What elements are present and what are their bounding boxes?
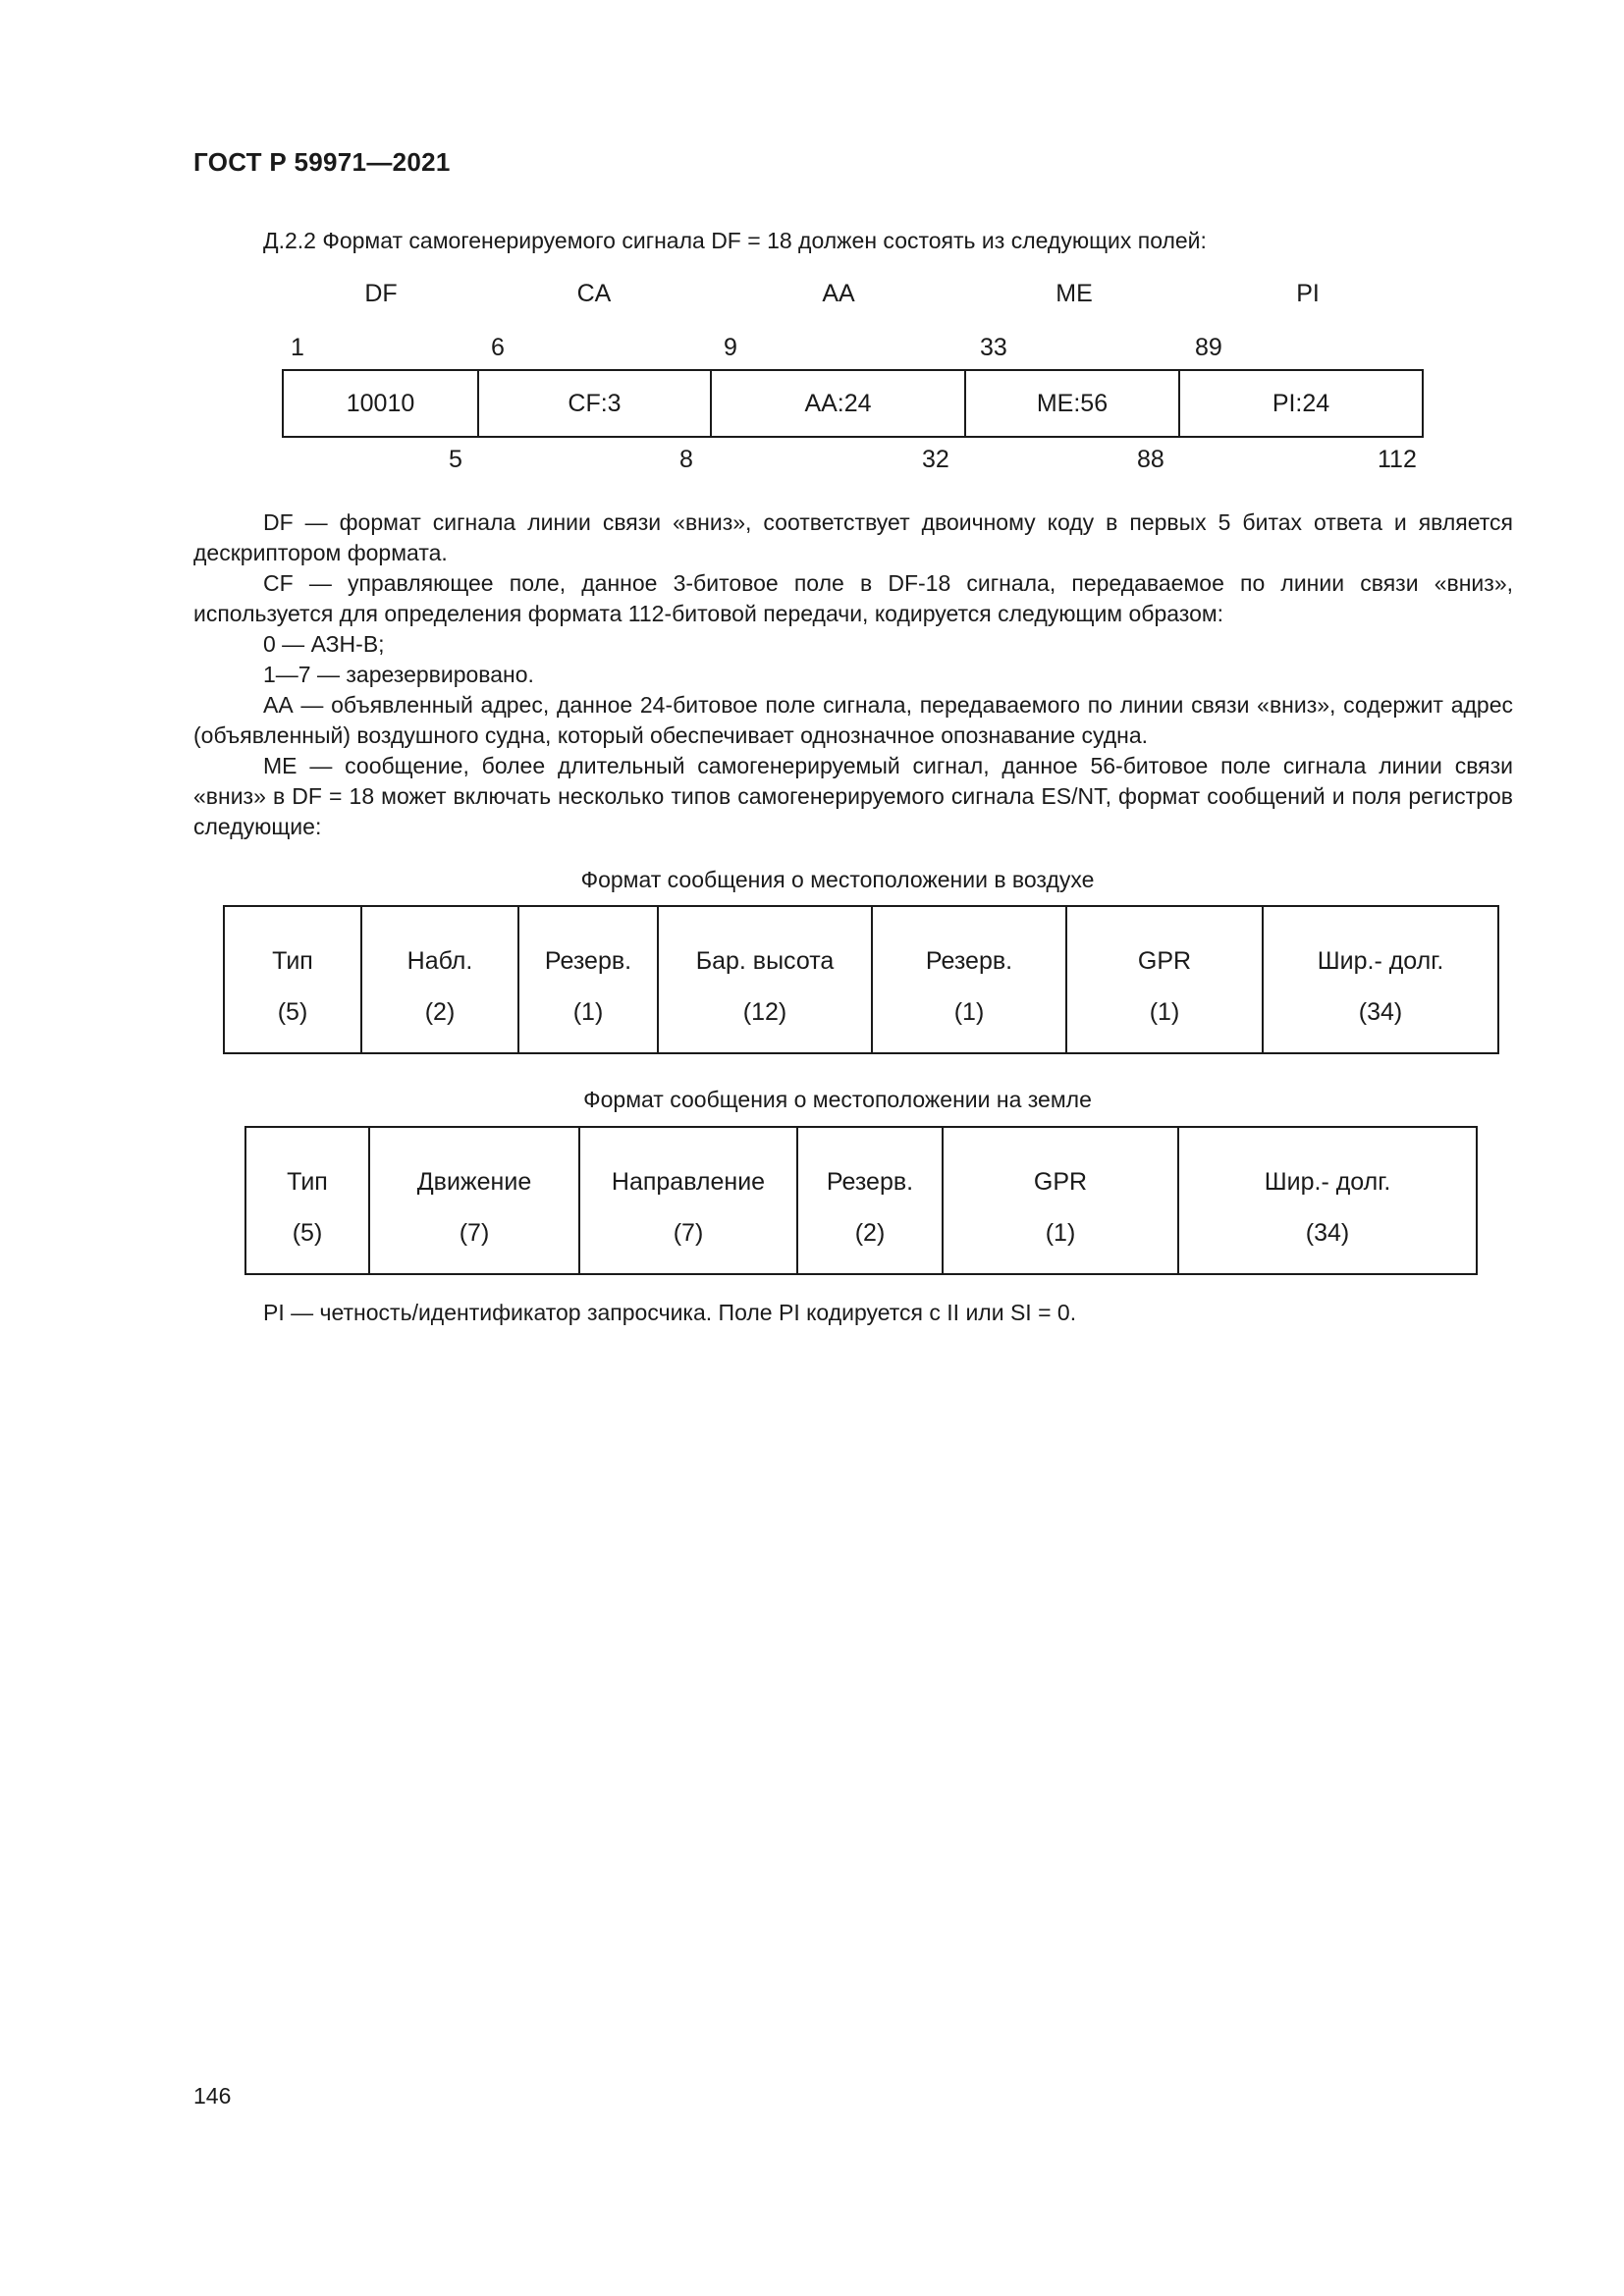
table-cell: (5) [292,1218,323,1247]
airborne-table-caption: Формат сообщения о местоположении в воздухе [580,867,1095,892]
table-cell: Шир.- долг. [1263,906,1498,980]
bit-cell-me: ME:56 [966,371,1180,436]
table-cell: Движение [369,1127,579,1201]
end-bit-df: 5 [449,446,462,473]
table-cell: Резерв. [872,906,1066,980]
table-header-row [245,1127,1477,1201]
end-bit-aa: 32 [922,446,949,473]
surface-table-caption: Формат сообщения о местоположении на земле [583,1087,1092,1112]
table-cell: (34) [1178,1201,1477,1274]
field-name-me: ME [1056,280,1093,307]
field-name-pi: PI [1296,280,1320,307]
table-cell: Резерв. [797,1127,943,1201]
table-cell: (1) [872,980,1066,1053]
table-cell: GPR [943,1127,1178,1201]
bit-cell-cf: CF:3 [479,371,712,436]
airborne-position-table [223,905,1499,1054]
bit-cell-pi: PI:24 [1272,389,1330,417]
table-row [245,1201,1477,1274]
end-bit-pi: 112 [1378,446,1417,473]
df-description: DF — формат сигнала линии связи «вниз», соответствует двоичному коду в первых 5 битах ответа и является дескриптором формата. [193,509,1513,565]
table-cell: (7) [369,1201,579,1274]
table-cell: Шир.- долг. [1178,1127,1477,1201]
table-cell: Набл. [361,906,518,980]
start-bit-pi: 89 [1195,334,1222,361]
end-bit-me: 88 [1137,446,1164,473]
start-bit-df: 1 [291,334,304,361]
end-bit-ca: 8 [679,446,693,473]
table-cell: Резерв. [518,906,658,980]
table-cell: (34) [1263,980,1498,1053]
table-cell: (12) [658,980,872,1053]
table-cell: (1) [1066,980,1263,1053]
pi-description: PI — четность/идентификатор запросчика. Поле PI кодируется с II или SI = 0. [263,1300,1077,1325]
start-bit-me: 33 [980,334,1007,361]
table-cell: (1) [518,980,658,1053]
bit-cell-df: 10010 [284,371,479,436]
document-header: ГОСТ Р 59971—2021 [193,147,451,177]
section-intro: Д.2.2 Формат самогенерируемого сигнала DF = 18 должен состоять из следующих полей: [263,228,1207,253]
table-cell: Направление [579,1127,797,1201]
bit-field-row [282,369,1424,438]
table-row [224,980,1498,1053]
table-cell: (5) [277,997,308,1026]
field-descriptions [193,507,1513,842]
bit-cell-aa: AA:24 [712,371,966,436]
table-cell: (2) [361,980,518,1053]
cf-code-0: 0 — АЗН-В; [263,631,385,657]
table-header-row [224,906,1498,980]
table-cell: Тип [287,1168,328,1196]
aa-description: АА — объявленный адрес, данное 24-битовое поле сигнала, передаваемого по линии связи «вниз», содержит адрес (объявленный) воздушного судна, который обеспечивает однозначное опознавание судна. [193,692,1513,748]
field-name-df: DF [364,280,398,307]
field-name-ca: CA [576,280,612,307]
cf-code-1-7: 1—7 — зарезервировано. [263,662,534,687]
table-cell: (2) [797,1201,943,1274]
me-description: МЕ — сообщение, более длительный самогенерируемый сигнал, данное 56-битовое поле сигнала линии связи «вниз» в DF = 18 может включать несколько типов самогенерируемого сигнала ES/NT, формат сообщений и поля регистров следующие: [193,753,1513,839]
start-bit-aa: 9 [724,334,737,361]
table-cell: Тип [272,947,313,975]
field-name-aa: AA [822,280,855,307]
table-cell: (7) [579,1201,797,1274]
cf-description: CF — управляющее поле, данное 3-битовое поле в DF-18 сигнала, передаваемое по линии связи «вниз», используется для определения формата 112-битовой передачи, кодируется следующим образом: [193,570,1513,626]
table-cell: Бар. высота [658,906,872,980]
surface-position-table [244,1126,1478,1275]
table-cell: (1) [943,1201,1178,1274]
table-cell: GPR [1066,906,1263,980]
start-bit-ca: 6 [491,334,505,361]
page-number: 146 [193,2083,232,2109]
